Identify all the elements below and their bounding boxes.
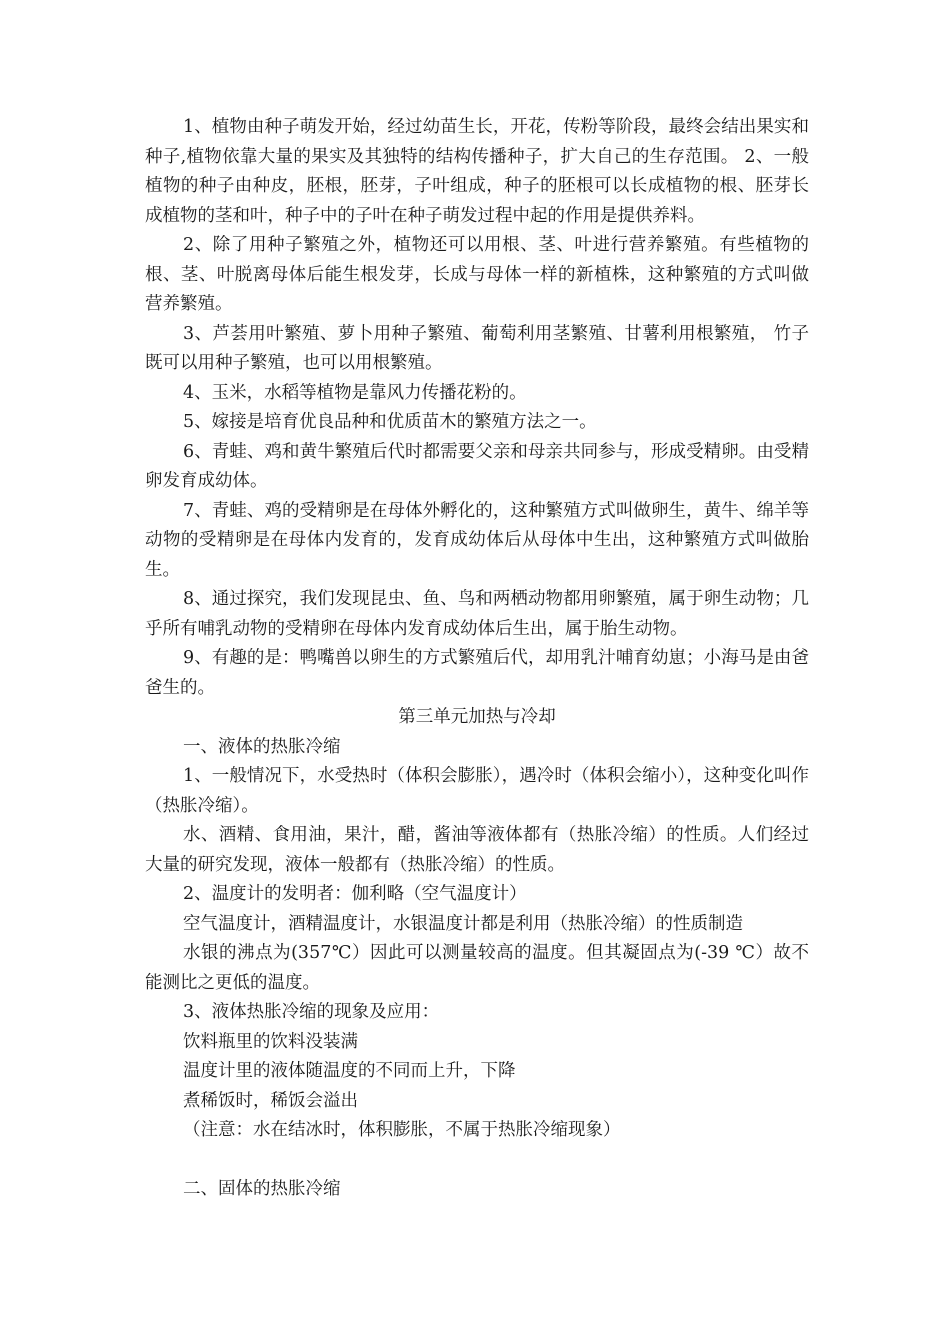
paragraph-3: 3、芦荟用叶繁殖、萝卜用种子繁殖、葡萄利用茎繁殖、甘薯利用根繁殖， 竹子既可以用种子繁殖，也可以用根繁殖。 — [145, 323, 809, 373]
unit-title: 第三单元加热与冷却 — [398, 707, 556, 727]
paragraph-4: 4、玉米，水稻等植物是靠风力传播花粉的。 — [183, 382, 527, 403]
blank-line — [145, 1146, 809, 1176]
liquid-paragraph-5: 水银的沸点为(357℃）因此可以测量较高的温度。但其凝固点为(-39 ℃）故不能测比之更低的温度。 — [145, 943, 809, 993]
example-item-2: 温度计里的液体随温度的不同而上升，下降 — [183, 1061, 516, 1081]
note: （注意：水在结冰时，体积膨胀，不属于热胀冷缩现象） — [183, 1120, 621, 1140]
section-heading-solid: 二、固体的热胀冷缩 — [183, 1179, 341, 1199]
liquid-paragraph-3: 2、温度计的发明者：伽利略（空气温度计） — [183, 884, 527, 904]
liquid-paragraph-2: 水、酒精、食用油，果汁，醋，酱油等液体都有（热胀冷缩）的性质。人们经过大量的研究发现，液体一般都有（热胀冷缩）的性质。 — [145, 825, 809, 875]
liquid-paragraph-1: 1、一般情况下，水受热时（体积会膨胀），遇冷时（体积会缩小），这种变化叫作（热胀冷缩）。 — [145, 766, 809, 816]
paragraph-1: 1、植物由种子萌发开始，经过幼苗生长，开花，传粉等阶段，最终会结出果实和种子,植物依靠大量的果实及其独特的结构传播种子，扩大自己的生存范围。 2、一般植物的种子由种皮，胚根，胚芽，子叶组成，种子的胚根可以长成植物的根、胚芽长成植物的茎和叶，种子中的子叶在种子萌发过程中起的作用是提供养料。 — [145, 117, 809, 226]
paragraph-2: 2、除了用种子繁殖之外，植物还可以用根、茎、叶进行营养繁殖。有些植物的根、茎、叶脱离母体后能生根发芽，长成与母体一样的新植株，这种繁殖的方式叫做营养繁殖。 — [145, 235, 809, 314]
paragraph-5: 5、嫁接是培育优良品种和优质苗木的繁殖方法之一。 — [183, 412, 597, 432]
liquid-paragraph-4: 空气温度计，酒精温度计，水银温度计都是利用（热胀冷缩）的性质制造 — [183, 913, 743, 934]
example-item-1: 饮料瓶里的饮料没装满 — [183, 1031, 358, 1052]
section-heading-liquid: 一、液体的热胀冷缩 — [183, 736, 341, 757]
paragraph-7: 7、青蛙、鸡的受精卵是在母体外孵化的，这种繁殖方式叫做卵生，黄牛、绵羊等动物的受精卵是在母体内发育的，发育成幼体后从母体中生出，这种繁殖方式叫做胎生。 — [145, 500, 809, 580]
liquid-paragraph-6: 3、液体热胀冷缩的现象及应用： — [183, 1002, 440, 1022]
document-page — [145, 113, 809, 1205]
paragraph-8: 8、通过探究，我们发现昆虫、鱼、鸟和两栖动物都用卵繁殖，属于卵生动物；几乎所有哺乳动物的受精卵在母体内发育成幼体后生出，属于胎生动物。 — [145, 589, 809, 639]
paragraph-6: 6、青蛙、鸡和黄牛繁殖后代时都需要父亲和母亲共同参与，形成受精卵。由受精卵发育成幼体。 — [145, 441, 809, 491]
paragraph-9: 9、有趣的是：鸭嘴兽以卵生的方式繁殖后代，却用乳汁哺育幼崽；小海马是由爸爸生的。 — [145, 648, 809, 698]
example-item-3: 煮稀饭时，稀饭会溢出 — [183, 1090, 358, 1111]
